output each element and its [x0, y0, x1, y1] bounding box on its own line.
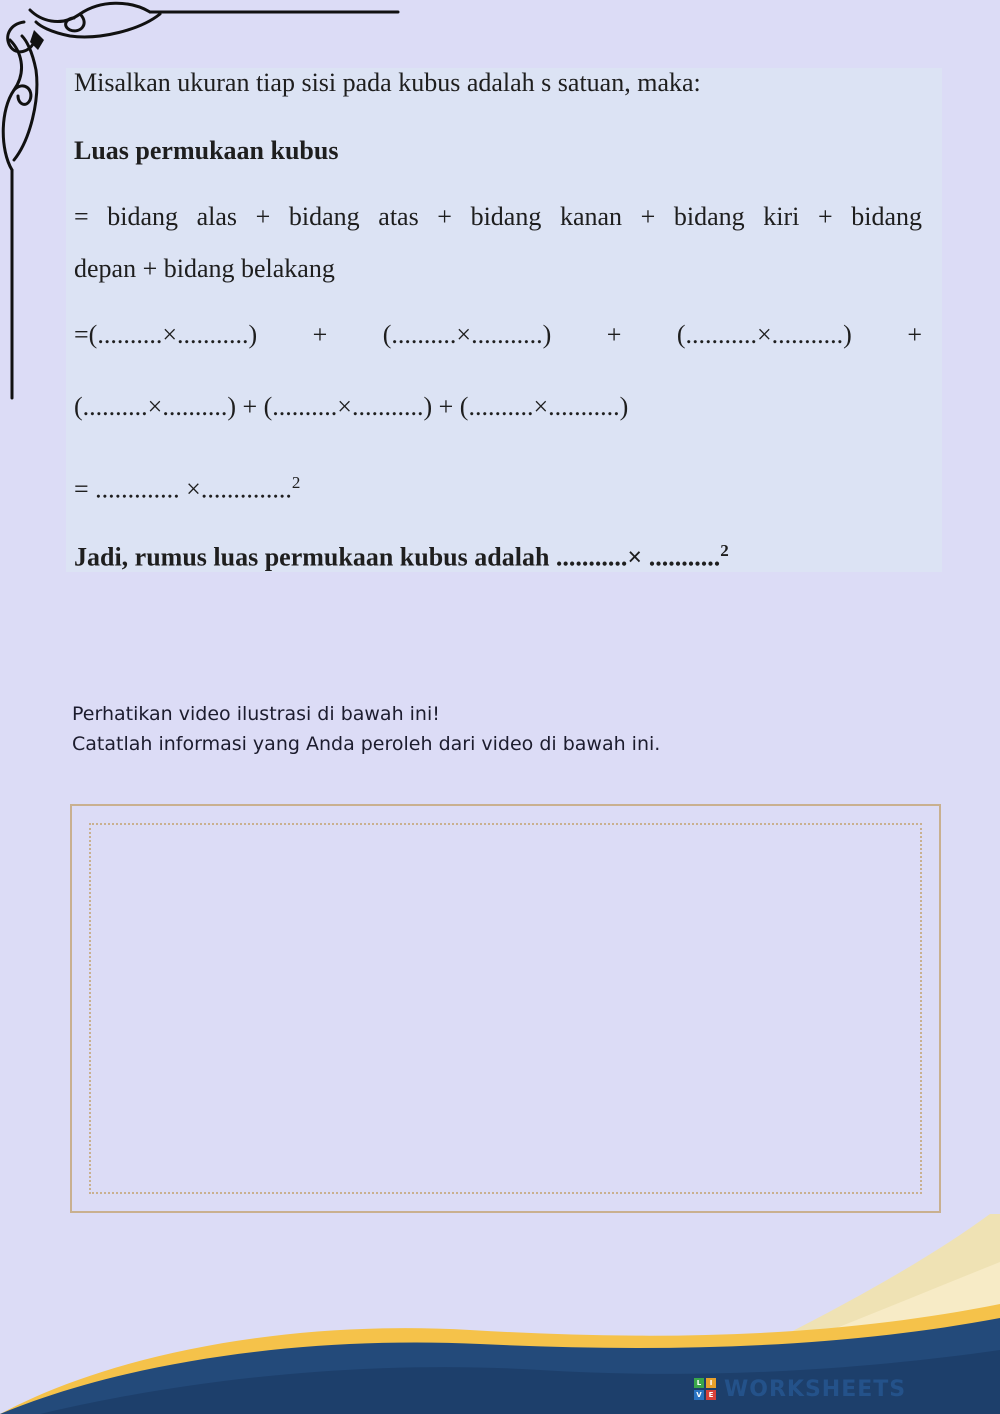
blank-products-line-2: (..........×..........) + (..........×...........) + (..........×...........)	[74, 392, 629, 421]
plus-sign: +	[606, 320, 622, 349]
conclusion-line	[74, 541, 729, 573]
result-line	[74, 473, 300, 505]
plus-sign: +	[312, 320, 328, 349]
logo-letter: L	[694, 1378, 704, 1388]
logo-letter: I	[706, 1378, 716, 1388]
blank-products-line-1	[74, 320, 922, 350]
logo-grid-icon	[694, 1378, 716, 1400]
logo-letter: V	[694, 1390, 704, 1400]
faces-sum-line-2: depan + bidang belakang	[74, 254, 335, 283]
blank-product: (..........×...........)	[382, 320, 552, 349]
logo-letter: E	[706, 1390, 716, 1400]
plus-sign: +	[907, 320, 922, 349]
formula-heading: Luas permukaan kubus	[74, 136, 339, 165]
intro-text: Misalkan ukuran tiap sisi pada kubus adalah s satuan, maka:	[74, 68, 701, 97]
conclusion-exponent: 2	[720, 541, 729, 560]
video-placeholder[interactable]	[89, 823, 922, 1194]
conclusion-text: Jadi, rumus luas permukaan kubus adalah ...........× ...........	[74, 542, 721, 572]
instruction-take-notes: Catatlah informasi yang Anda peroleh dari video di bawah ini.	[72, 733, 661, 755]
faces-sum-line-1: = bidang alas + bidang atas + bidang kanan + bidang kiri + bidang	[74, 202, 922, 231]
logo-wordmark: WORKSHEETS	[724, 1377, 907, 1402]
blank-product: (...........×...........)	[676, 320, 852, 349]
result-exponent: 2	[291, 473, 301, 492]
result-text: = ............. ×..............	[74, 474, 292, 504]
instruction-watch-video: Perhatikan video ilustrasi di bawah ini!	[72, 703, 440, 725]
video-frame[interactable]	[70, 804, 941, 1213]
liveworksheets-logo	[694, 1378, 984, 1404]
blank-product: =(..........×...........)	[74, 320, 258, 349]
